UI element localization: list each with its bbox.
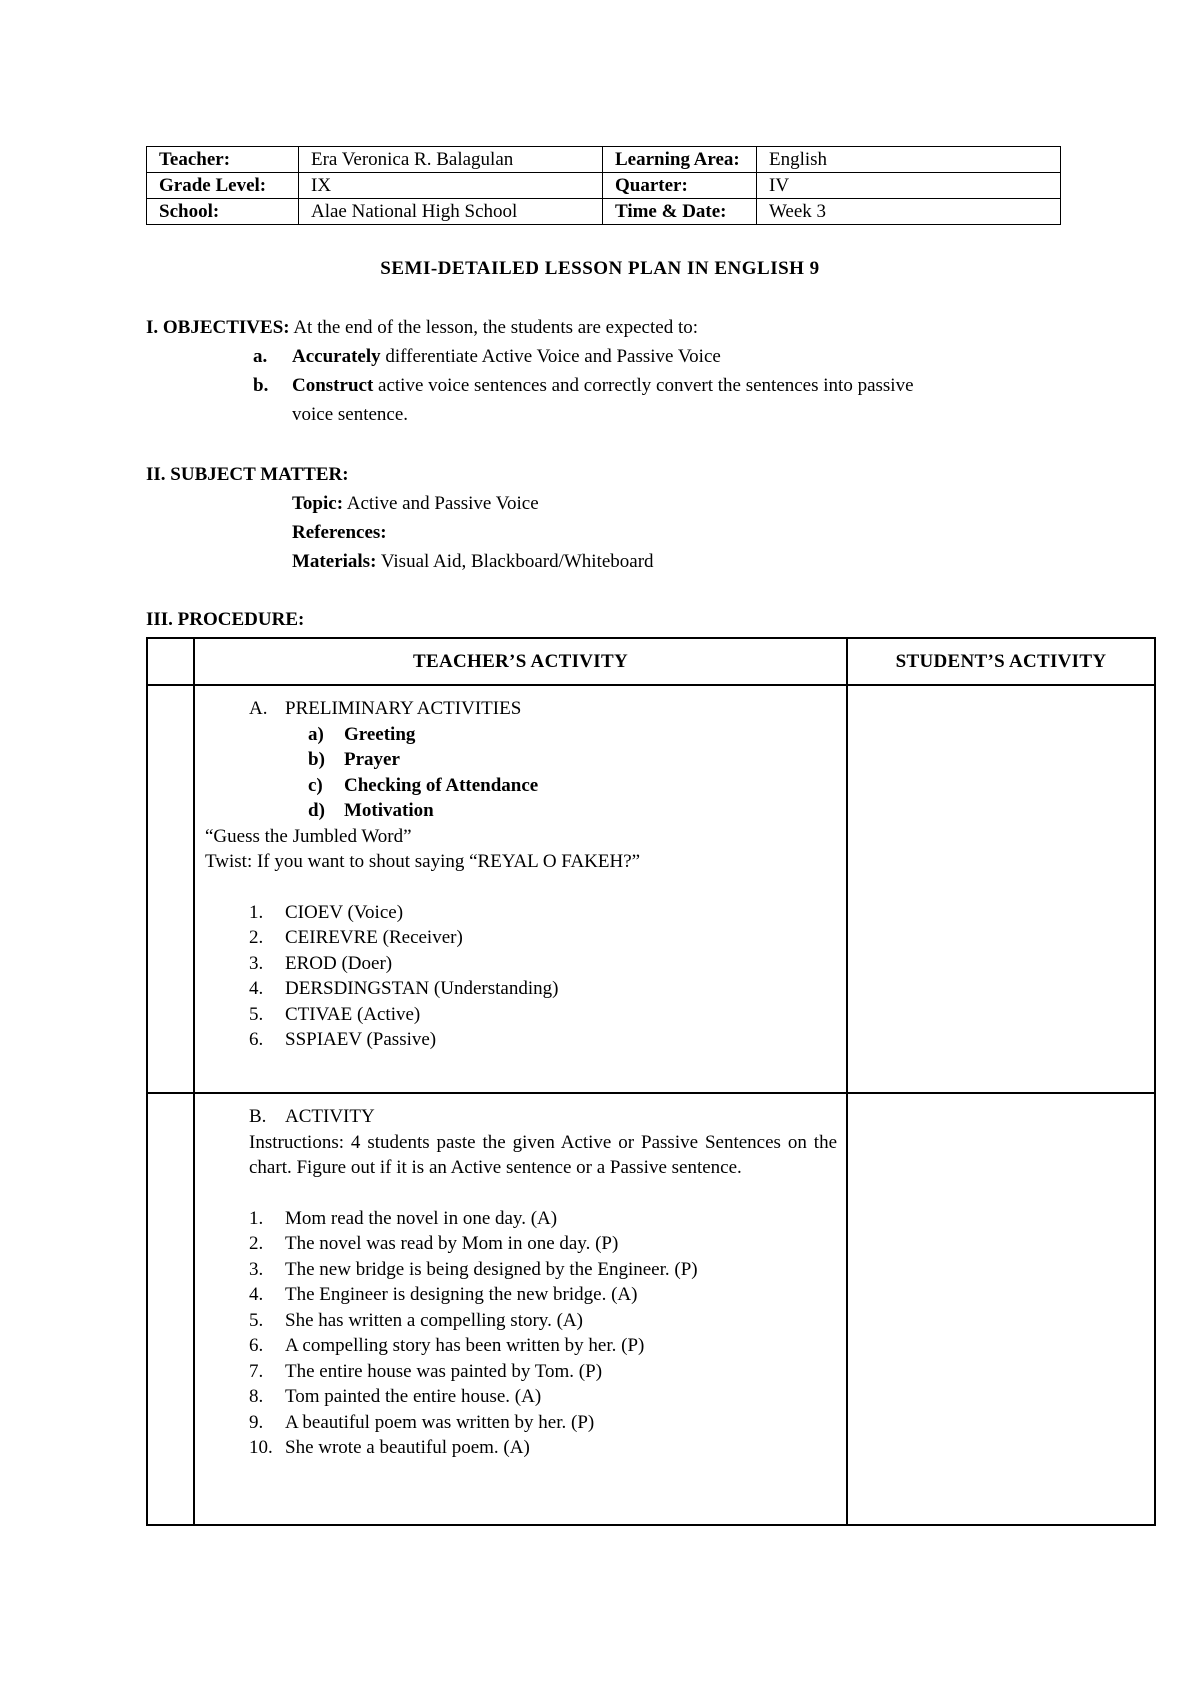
blank-cell: [147, 685, 194, 1093]
references-label: References:: [292, 522, 387, 543]
school-label: School:: [147, 199, 299, 225]
list-item-text: The entire house was painted by Tom. (P): [285, 1360, 603, 1382]
quarter-label: Quarter:: [603, 173, 757, 199]
list-item-text: A compelling story has been written by her. (P): [285, 1335, 645, 1356]
list-item-text: The new bridge is being designed by the Engineer. (P): [285, 1258, 698, 1280]
sentence-list: [249, 1206, 836, 1461]
list-item-number: 5.: [249, 1309, 264, 1331]
info-table: [146, 146, 1061, 225]
blank-cell: [147, 1093, 194, 1525]
materials-label: Materials:: [292, 551, 377, 572]
teacher-value: Era Veronica R. Balagulan: [299, 147, 603, 173]
activity-title-line: [249, 1104, 836, 1130]
list-item: [249, 1333, 836, 1359]
prelim-steps: [205, 722, 836, 824]
list-item: [205, 951, 836, 977]
objective-a-text: [292, 342, 721, 371]
document-title: SEMI-DETAILED LESSON PLAN IN ENGLISH 9: [380, 258, 820, 279]
list-item-number: 8.: [249, 1386, 264, 1407]
procedure-header-row: [147, 638, 1155, 685]
list-item-number: 4.: [249, 1284, 264, 1305]
list-item-number: 6.: [249, 1029, 264, 1050]
list-item: [249, 1206, 836, 1232]
list-item-text: CTIVAE (Active): [285, 1003, 421, 1025]
teacher-label: Teacher:: [147, 147, 299, 173]
jumbled-word-list: [205, 900, 836, 1053]
list-item-text: DERSDINGSTAN (Understanding): [285, 978, 559, 999]
list-item-number: 3.: [249, 1258, 264, 1280]
grade-label: Grade Level:: [147, 173, 299, 199]
objectives-line: [146, 313, 698, 342]
list-item-text: A beautiful poem was written by her. (P): [285, 1411, 595, 1433]
list-item: [249, 1257, 836, 1283]
list-item-number: 1.: [249, 1207, 264, 1229]
learning-area-label: Learning Area:: [603, 147, 757, 173]
prelim-teacher-cell: [194, 685, 847, 1093]
objective-b-bold: Construct: [292, 375, 374, 396]
list-item: [249, 1410, 836, 1436]
activity-title: ACTIVITY: [285, 1106, 375, 1127]
prelim-step: [205, 747, 836, 773]
activity-student-cell: [847, 1093, 1155, 1525]
list-item-number: 10.: [249, 1437, 273, 1458]
list-item-text: CIOEV (Voice): [285, 901, 404, 923]
info-row: [147, 147, 1061, 173]
game-title: “Guess the Jumbled Word”: [205, 825, 412, 847]
table-row: [147, 1093, 1155, 1525]
list-item-text: EROD (Doer): [285, 952, 393, 974]
topic-label: Topic:: [292, 493, 344, 514]
list-item-number: 2.: [249, 1233, 264, 1254]
list-item: [249, 1359, 836, 1385]
list-item-number: 7.: [249, 1360, 264, 1382]
prelim-step-number: b): [308, 749, 325, 770]
prelim-step-number: a): [308, 723, 324, 745]
objective-a: [253, 342, 267, 371]
prelim-step-text: Checking of Attendance: [344, 774, 539, 796]
activity-marker: B.: [249, 1106, 267, 1127]
prelim-step-text: Prayer: [344, 749, 400, 770]
prelim-step-number: d): [308, 800, 325, 821]
list-item: [249, 1231, 836, 1257]
list-item-number: 2.: [249, 927, 264, 948]
prelim-step: [205, 798, 836, 824]
grade-value: IX: [299, 173, 603, 199]
list-item-text: Tom painted the entire house. (A): [285, 1386, 542, 1407]
list-item-number: 9.: [249, 1411, 264, 1433]
prelim-title-line: [205, 696, 836, 722]
school-value: Alae National High School: [299, 199, 603, 225]
list-item-number: 5.: [249, 1003, 264, 1025]
list-item-text: CEIREVRE (Receiver): [285, 927, 463, 948]
activity-instructions: Instructions: 4 students paste the given Active or Passive Sentences on the chart. Figure out if it is an Active sentence or a Passive sentence.: [249, 1131, 837, 1178]
list-item: [205, 1027, 836, 1053]
objective-b: [253, 371, 268, 400]
list-item-number: 1.: [249, 901, 264, 923]
list-item: [205, 1002, 836, 1028]
list-item: [249, 1282, 836, 1308]
prelim-title: PRELIMINARY ACTIVITIES: [285, 698, 522, 719]
topic-line: [292, 489, 539, 518]
list-item: [205, 925, 836, 951]
game-twist: Twist: If you want to shout saying “REYAL O FAKEH?”: [205, 851, 641, 872]
student-activity-header: STUDENT’S ACTIVITY: [847, 638, 1155, 685]
objective-b-text-cont: voice sentence.: [292, 404, 409, 425]
objective-a-rest: differentiate Active Voice and Passive Voice: [385, 346, 721, 367]
quarter-value: IV: [757, 173, 1061, 199]
activity-teacher-cell: [194, 1093, 847, 1525]
prelim-student-cell: [847, 685, 1155, 1093]
objectives-intro: At the end of the lesson, the students are expected to:: [293, 317, 698, 338]
list-item: [205, 900, 836, 926]
subject-heading: II. SUBJECT MATTER:: [146, 464, 349, 485]
materials-line: [292, 547, 654, 576]
prelim-step: [205, 722, 836, 748]
blank-header-cell: [147, 638, 194, 685]
list-item: [249, 1435, 836, 1461]
objective-b-text: [292, 371, 914, 400]
objective-a-marker: a.: [253, 346, 268, 367]
prelim-step-number: c): [308, 774, 323, 796]
list-item-text: She has written a compelling story. (A): [285, 1309, 583, 1331]
objective-a-bold: Accurately: [292, 346, 381, 367]
learning-area-value: English: [757, 147, 1061, 173]
prelim-step: [205, 773, 836, 799]
list-item-text: SSPIAEV (Passive): [285, 1029, 437, 1050]
procedure-heading: III. PROCEDURE:: [146, 609, 305, 630]
info-row: [147, 173, 1061, 199]
list-item-text: Mom read the novel in one day. (A): [285, 1207, 558, 1229]
list-item-number: 6.: [249, 1335, 264, 1356]
objective-b-rest: active voice sentences and correctly convert the sentences into passive: [378, 375, 914, 396]
list-item-number: 3.: [249, 952, 264, 974]
prelim-step-text: Motivation: [344, 800, 434, 821]
objective-b-marker: b.: [253, 375, 269, 396]
info-row: [147, 199, 1061, 225]
list-item-text: The novel was read by Mom in one day. (P): [285, 1233, 619, 1254]
list-item: [249, 1384, 836, 1410]
list-item-text: She wrote a beautiful poem. (A): [285, 1437, 530, 1458]
time-label: Time & Date:: [603, 199, 757, 225]
prelim-step-text: Greeting: [344, 723, 416, 745]
materials-value: Visual Aid, Blackboard/Whiteboard: [380, 551, 654, 572]
teacher-activity-header: TEACHER’S ACTIVITY: [194, 638, 847, 685]
objectives-heading: I. OBJECTIVES:: [146, 317, 290, 338]
list-item-number: 4.: [249, 978, 264, 999]
list-item: [249, 1308, 836, 1334]
procedure-table: [146, 637, 1156, 1526]
prelim-marker: A.: [249, 698, 268, 719]
time-value: Week 3: [757, 199, 1061, 225]
table-row: [147, 685, 1155, 1093]
list-item: [205, 976, 836, 1002]
list-item-text: The Engineer is designing the new bridge. (A): [285, 1284, 638, 1305]
topic-value: Active and Passive Voice: [346, 493, 539, 514]
